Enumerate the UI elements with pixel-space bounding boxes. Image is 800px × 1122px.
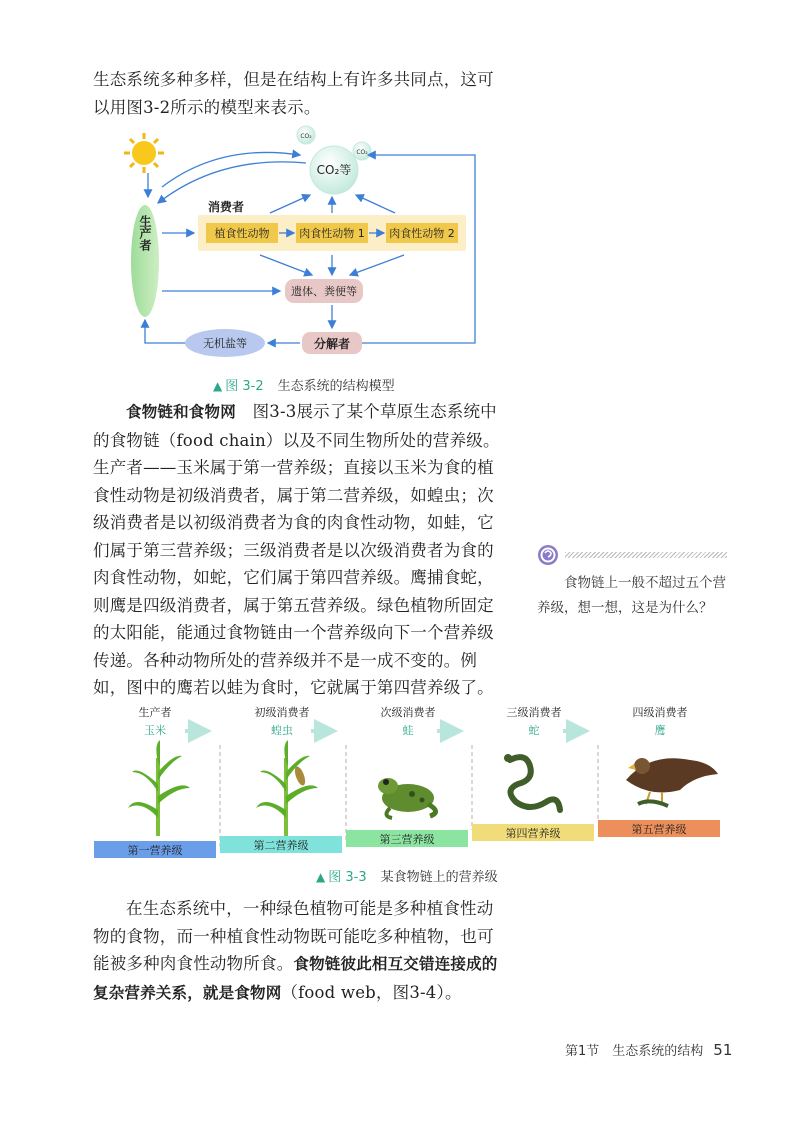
intro-paragraph: 生态系统多种多样，但是在结构上有许多共同点，这可以用图3-2所示的模型来表示。 [93,70,494,117]
role-label: 四级消费者 [632,706,688,719]
food-chain-paragraph [93,398,503,702]
organism-label: 鹰 [654,724,666,737]
role-label: 三级消费者 [506,706,562,719]
figure-3-3-caption: ▲ 图 3-3 某食物链上的营养级 [316,870,498,885]
trophic-level-label: 第四营养级 [505,827,561,840]
minerals-label: 无机盐等 [203,337,247,350]
carnivore2-label: 肉食性动物 2 [389,227,455,240]
food-web-text: 在生态系统中，一种绿色植物可能是多种植食性动物的食物，而一种植食性动物既可能吃多种植物，也可能被多种肉食性动物所食。 [93,899,494,973]
frog-icon [378,778,436,818]
trophic-level-label: 第一营养级 [127,844,183,857]
sun-icon [124,133,164,173]
page-footer [565,1040,732,1059]
trophic-level-label: 第二营养级 [253,839,309,852]
sidebar-text: 食物链上一般不超过五个营养级，想一想，这是为什么？ [537,575,726,616]
remains-label: 遗体、粪便等 [291,285,357,298]
sidebar-rule [565,552,727,558]
organism-label: 玉米 [144,724,166,737]
food-web-definition: 食物链彼此相互交错连接成的复杂营养关系，就是食物网 [93,955,498,1002]
organism-label: 蝗虫 [271,724,293,737]
role-label: 生产者 [138,706,172,719]
role-label: 次级消费者 [380,706,436,719]
section-title: 第1节 生态系统的结构 [565,1044,704,1059]
food-web-paragraph [93,895,503,1007]
trophic-level-label: 第五营养级 [631,823,687,836]
food-web-tail: （food web，图3-4）。 [281,982,462,1002]
organism-label: 蛇 [528,724,540,737]
corn-plant-icon [128,740,190,836]
snake-icon [504,754,560,810]
co2-small-label: CO₂ [356,149,368,156]
herbivore-label: 植食性动物 [214,227,270,240]
question-icon [537,544,559,566]
grasshopper-icon [293,765,307,787]
figure-3-2-caption: ▲ 图 3-2 生态系统的结构模型 [213,379,395,394]
producer-label: 生产者 [138,215,152,251]
consumers-label: 消费者 [208,200,245,214]
figure-3-2-ecosystem-model [110,125,490,365]
page-number: 51 [713,1041,733,1059]
co2-main-label: CO₂等 [316,163,352,177]
triangle-icon: ▲ [316,870,326,884]
triangle-icon: ▲ [213,379,223,393]
co2-small-label: CO₂ [300,133,312,140]
food-chain-text: 图3-3展示了某个草原生态系统中的食物链（food chain）以及不同生物所处的营养级。生产者——玉米属于第一营养级；直接以玉米为食的植食性动物是初级消费者，属于第二营养级，如蝗虫；次级消费者是以初级消费者为食的肉食性动物，如蛙，它们属于第三营养级；三级消费者是以次级消费者为食的肉食性动物，如蛇，它们属于第四营养级。鹰捕食蛇，则鹰是四级消费者，属于第五营养级。绿色植物所固定的太阳能，能通过食物链由一个营养级向下一个营养级传递。各种动物所处的营养级并不是一成不变的。例如，图中的鹰若以蛙为食时，它就属于第四营养级了。 [93,402,500,697]
corn-plant-icon [256,740,318,836]
trophic-level-label: 第三营养级 [379,833,435,846]
carnivore1-label: 肉食性动物 1 [299,227,365,240]
figure-3-3-food-chain [90,700,730,865]
decomposer-label: 分解者 [313,337,351,351]
food-chain-heading: 食物链和食物网 [126,403,236,421]
organism-label: 蛙 [402,724,414,737]
role-label: 初级消费者 [254,706,310,719]
eagle-icon [626,758,718,806]
